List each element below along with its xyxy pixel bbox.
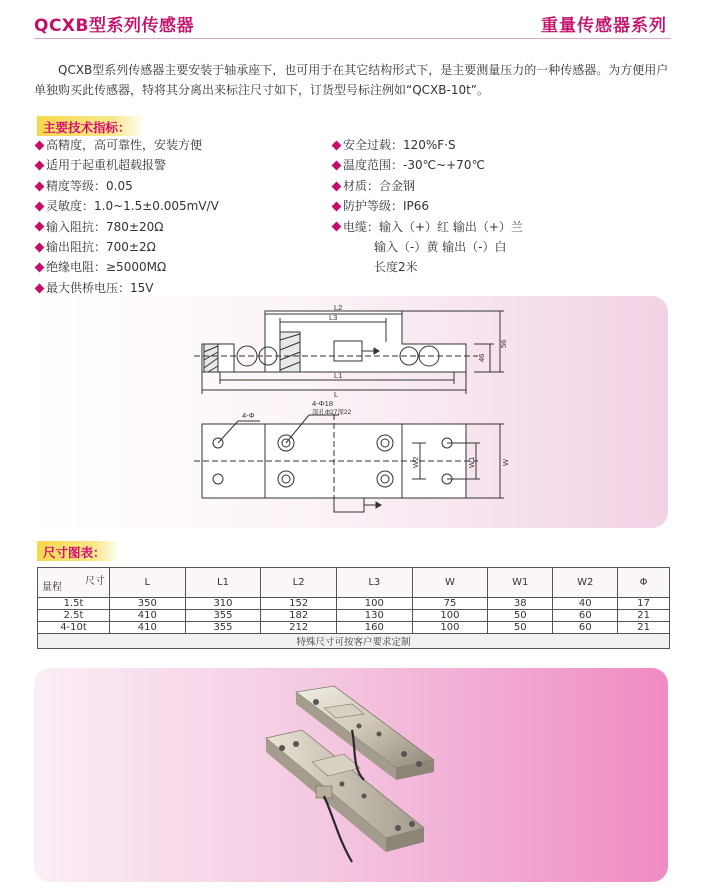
bullet-icon xyxy=(35,201,45,211)
table-note: 特殊尺寸可按客户要求定制 xyxy=(38,634,670,649)
spec-item: 灵敏度：1.0~1.5±0.005mV/V xyxy=(36,196,219,216)
column-header: L2 xyxy=(261,568,337,598)
bullet-icon xyxy=(332,161,342,171)
product-photo-panel xyxy=(34,668,668,882)
bullet-icon xyxy=(35,263,45,273)
table-cell: 75 xyxy=(412,598,488,610)
corner-size-label: 尺寸 xyxy=(85,576,105,587)
table-section-label: 尺寸图表： xyxy=(37,541,120,561)
specs-right-list xyxy=(333,135,523,278)
technical-drawing xyxy=(34,296,668,528)
table-cell: 21 xyxy=(618,622,670,634)
table-cell: 21 xyxy=(618,610,670,622)
counterbore-label: 深孔Φ27深22 xyxy=(312,409,352,416)
table-cell: 60 xyxy=(553,610,618,622)
table-cell: 50 xyxy=(488,610,553,622)
table-cell: 355 xyxy=(185,610,261,622)
table-cell: 40 xyxy=(553,598,618,610)
column-header: L xyxy=(110,568,186,598)
bullet-icon xyxy=(332,201,342,211)
product-title: QCXB型系列传感器 xyxy=(34,16,194,36)
column-header: W2 xyxy=(553,568,618,598)
table-cell: 350 xyxy=(110,598,186,610)
table-cell: 17 xyxy=(618,598,670,610)
table-row xyxy=(38,622,670,634)
series-title: 重量传感器系列 xyxy=(541,16,667,36)
bullet-icon xyxy=(35,222,45,232)
table-note-row xyxy=(38,634,670,649)
spec-item: 精度等级：0.05 xyxy=(36,176,219,196)
spec-item: 材质：合金钢 xyxy=(333,176,523,196)
dim-label-L1: L1 xyxy=(334,371,343,380)
bullet-icon xyxy=(332,140,342,150)
table-cell: 160 xyxy=(336,622,412,634)
column-header: L3 xyxy=(336,568,412,598)
corner-range-label: 量程 xyxy=(42,582,62,593)
product-photo xyxy=(34,668,668,882)
table-cell: 1.5t xyxy=(38,598,110,610)
dim-label-W: W xyxy=(501,458,510,466)
spec-item: 电缆：输入（+）红 输出（+）兰 xyxy=(333,217,523,237)
spec-item: 输入阻抗：780±20Ω xyxy=(36,217,219,237)
bullet-icon xyxy=(35,181,45,191)
table-cell: 182 xyxy=(261,610,337,622)
drawing-panel xyxy=(34,296,668,528)
table-cell: 60 xyxy=(553,622,618,634)
table-cell: 4-10t xyxy=(38,622,110,634)
specs-section-label: 主要技术指标： xyxy=(37,116,145,136)
table-cell: 410 xyxy=(110,610,186,622)
spec-item: 高精度，高可靠性，安装方便 xyxy=(36,135,219,155)
dim-label-L: L xyxy=(334,390,339,399)
table-row xyxy=(38,598,670,610)
hole-large-label: 4-Φ18 xyxy=(312,399,333,408)
table-header-row xyxy=(38,568,670,598)
bullet-icon xyxy=(332,222,342,232)
table-cell: 100 xyxy=(336,598,412,610)
table-row xyxy=(38,610,670,622)
dimension-table xyxy=(37,567,670,649)
dim-label-W2: W2 xyxy=(411,456,420,468)
dim-label-W1: W1 xyxy=(467,456,476,468)
hole-small-label: 4-Φ xyxy=(242,411,255,420)
dim-label-L3: L3 xyxy=(329,313,338,322)
bullet-icon xyxy=(35,161,45,171)
column-header: W xyxy=(412,568,488,598)
spec-item: 温度范围：-30℃~+70℃ xyxy=(333,155,523,175)
column-header: W1 xyxy=(488,568,553,598)
spec-item: 防护等级：IP66 xyxy=(333,196,523,216)
table-cell: 50 xyxy=(488,622,553,634)
spec-item: 绝缘电阻：≥5000MΩ xyxy=(36,257,219,277)
cable-line: 输入（-）黄 输出（-）白 xyxy=(374,240,507,255)
specs-left-list xyxy=(36,135,219,298)
header-divider xyxy=(34,38,671,39)
cable-line: 长度2米 xyxy=(374,260,418,275)
table-cell: 355 xyxy=(185,622,261,634)
table-cell: 410 xyxy=(110,622,186,634)
dim-label-56: 56 xyxy=(499,339,508,348)
spec-item: 适用于起重机超载报警 xyxy=(36,155,219,175)
dim-label-L2: L2 xyxy=(334,303,343,312)
table-cell: 100 xyxy=(412,622,488,634)
table-cell: 152 xyxy=(261,598,337,610)
intro-paragraph: QCXB型系列传感器主要安装于轴承座下，也可用于在其它结构形式下，是主要测量压力的一种传感器。为方便用户单独购买此传感器，特将其分离出来标注尺寸如下，订货型号标注例如“QCXB-10t”。 xyxy=(34,63,669,97)
table-cell: 100 xyxy=(412,610,488,622)
dim-label-46: 46 xyxy=(477,353,486,362)
spec-item: 输出阻抗：700±2Ω xyxy=(36,237,219,257)
bullet-icon xyxy=(35,242,45,252)
column-header: L1 xyxy=(185,568,261,598)
column-header: Φ xyxy=(618,568,670,598)
bullet-icon xyxy=(332,181,342,191)
table-corner-cell xyxy=(38,568,110,598)
table-cell: 38 xyxy=(488,598,553,610)
table-cell: 130 xyxy=(336,610,412,622)
bullet-icon xyxy=(35,140,45,150)
spec-item: 安全过载：120%F·S xyxy=(333,135,523,155)
table-cell: 2.5t xyxy=(38,610,110,622)
page-header xyxy=(0,0,709,40)
spec-item: 最大供桥电压：15V xyxy=(36,278,219,298)
table-cell: 212 xyxy=(261,622,337,634)
table-cell: 310 xyxy=(185,598,261,610)
bullet-icon xyxy=(35,283,45,293)
